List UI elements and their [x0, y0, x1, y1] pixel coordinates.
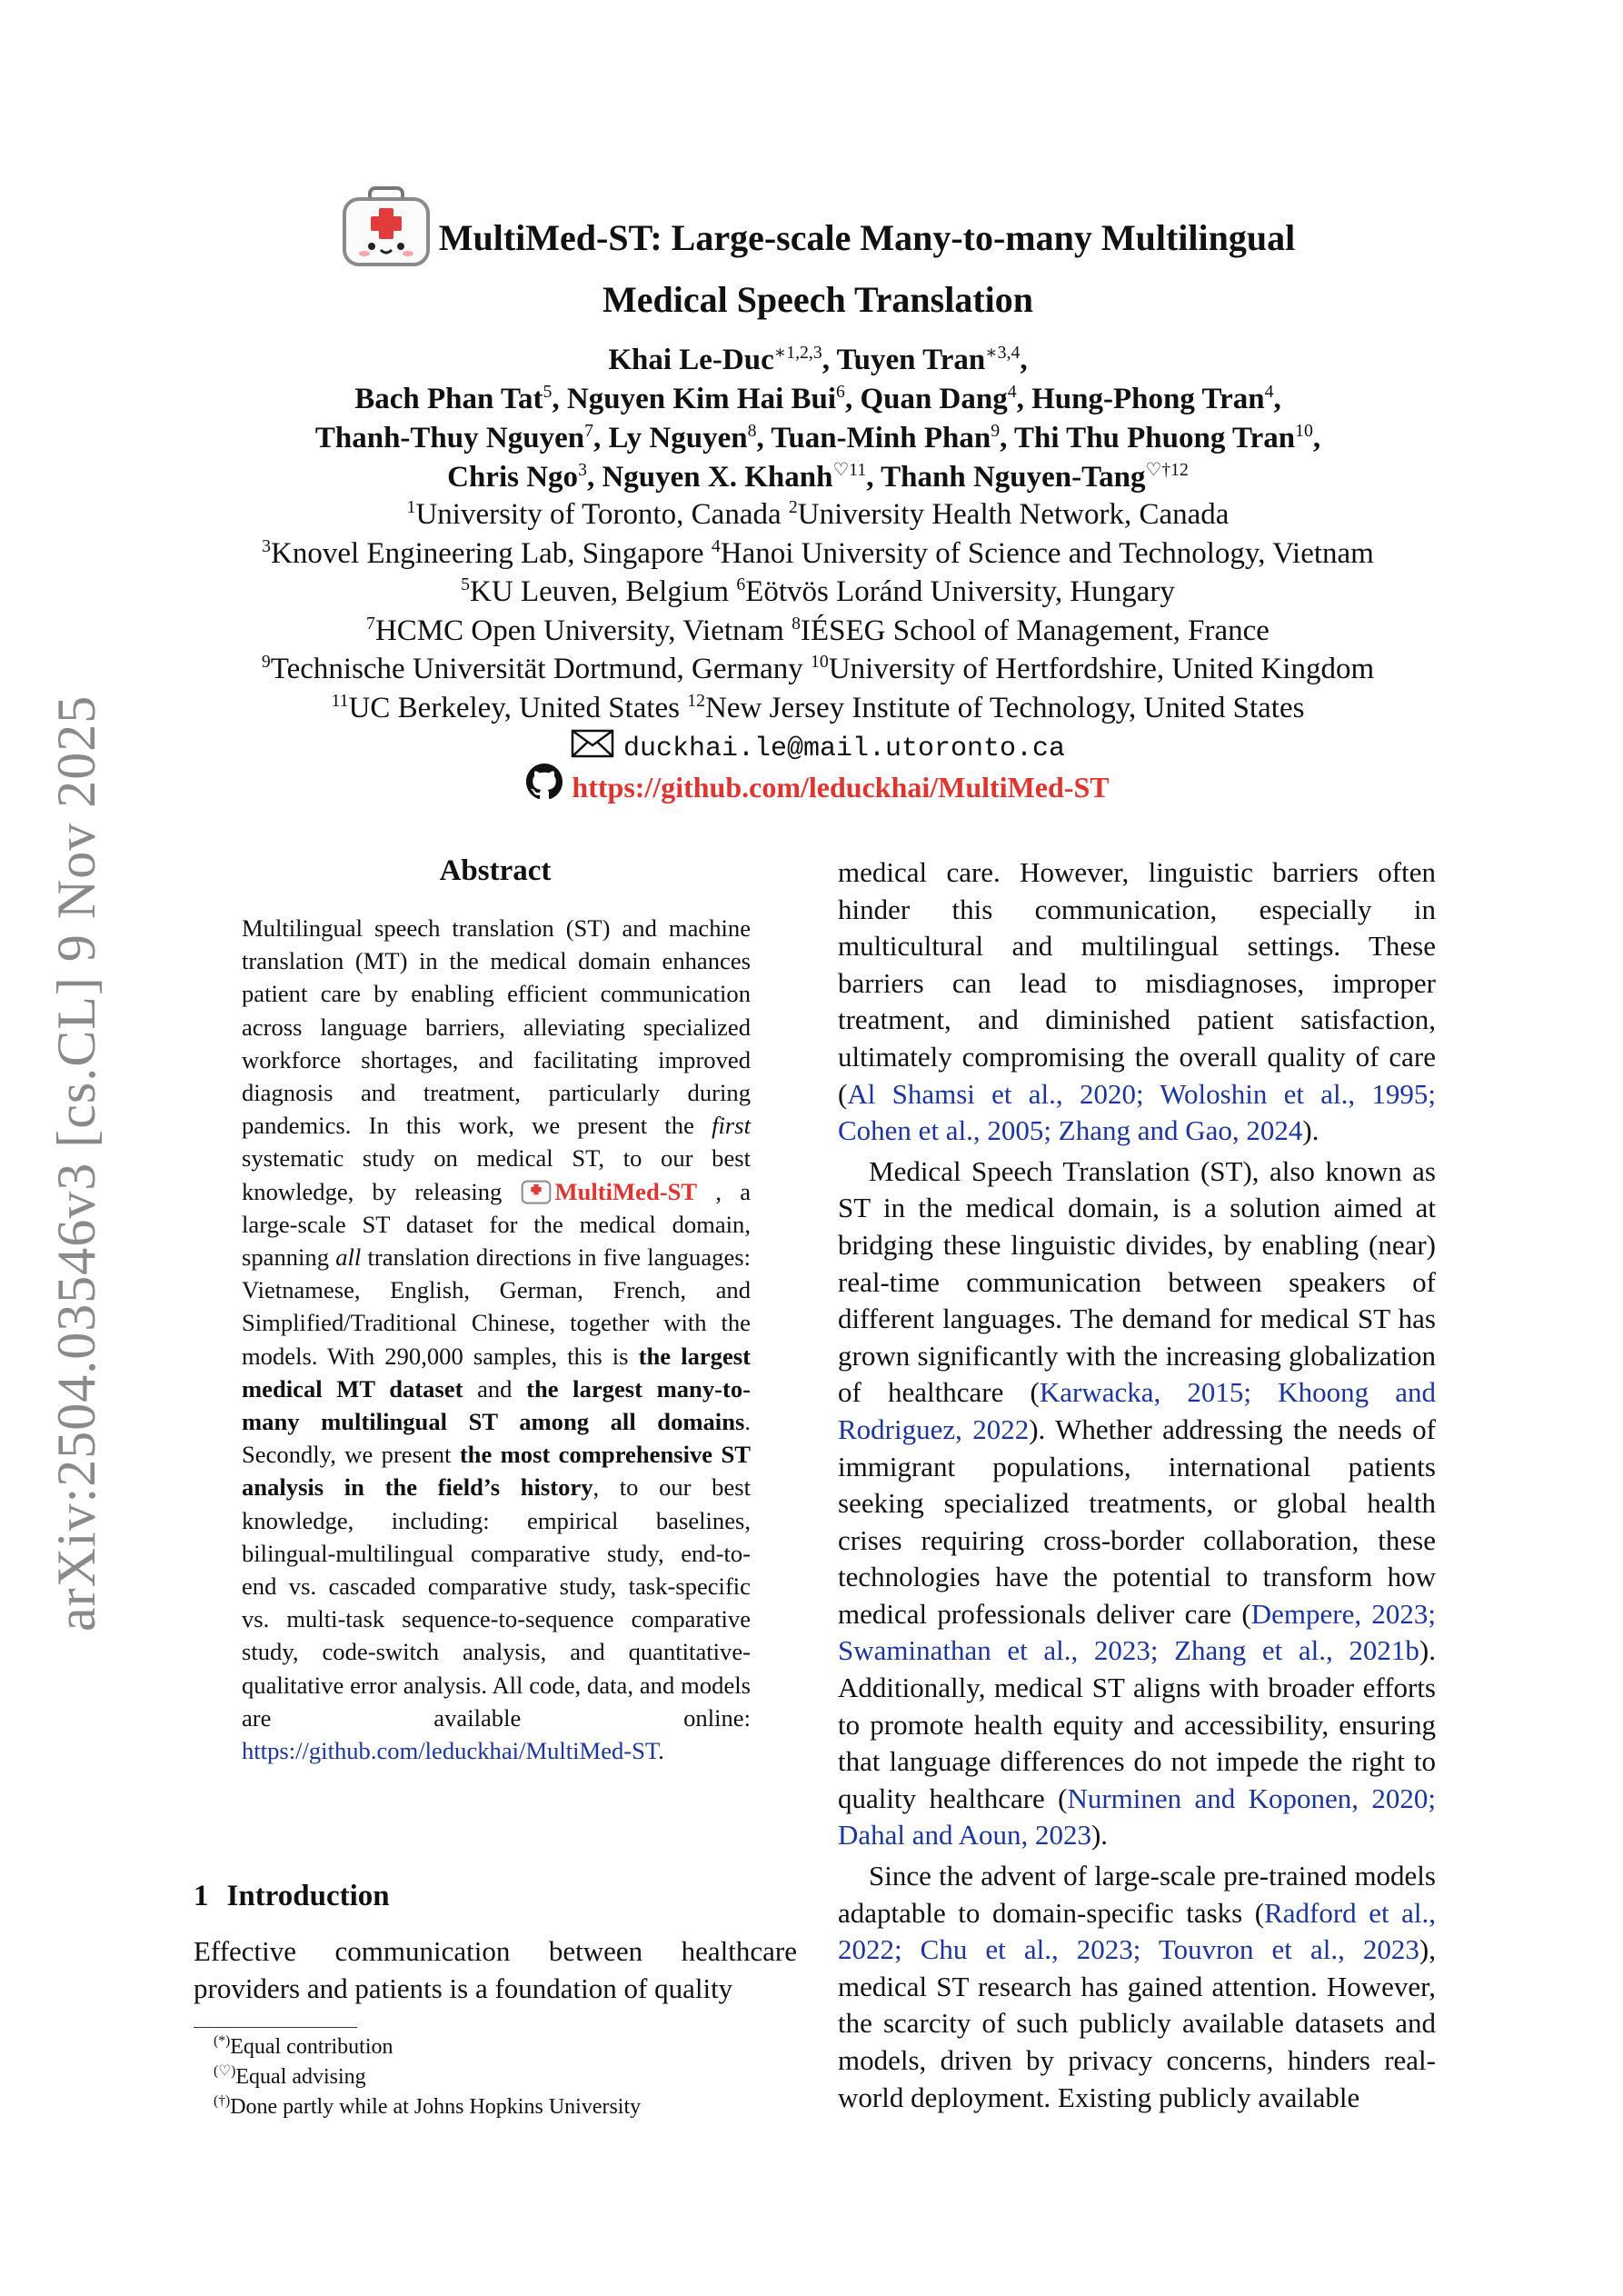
intro-paragraph-2: Medical Speech Translation (ST), also known as ST in the medical domain, is a solution aimed at bridging these linguistic divides, by enabling (near) real-time communication between speakers of different languages. The demand for medical ST has grown significantly with the increasing globalization of healthcare (Karwacka, 2015; Khoong and Rodriguez, 2022). Whether addressing the needs of immigrant populations, international patients seeking specialized treatments, or global health crises requiring cross-border collaboration, these technologies have the potential to transform how medical professionals deliver care (Dempere, 2023; Swaminathan et al., 2023; Zhang et al., 2021b). Additionally, medical ST aligns with broader efforts to promote health equity and accessibility, ensuring that language differences do not impede the right to quality healthcare (Nurminen and Koponen, 2020; Dahal and Aoun, 2023).	[838, 1154, 1436, 1852]
author-separator: ,	[1312, 422, 1321, 454]
author-affiliation-marker: 4	[1007, 382, 1017, 402]
medkit-logo-icon	[341, 186, 432, 278]
affiliation-number: 1	[406, 497, 416, 517]
affiliation-line	[164, 612, 1472, 651]
author-name: Khai Le-Duc	[608, 344, 774, 376]
github-row	[164, 768, 1472, 806]
github-repo-link[interactable]: https://github.com/leduckhai/MultiMed-ST	[572, 771, 1110, 804]
footnote-divider	[194, 2027, 357, 2028]
footnote-text: Equal advising	[235, 2065, 366, 2089]
author-separator: ,	[844, 383, 861, 415]
author-separator: ,	[1016, 383, 1032, 415]
affiliation-line	[164, 573, 1472, 612]
author-name: Thi Thu Phuong Tran	[1014, 422, 1296, 454]
author-affiliation-marker: 10	[1295, 421, 1313, 441]
affiliation-text: Eötvös Loránd University, Hungary	[745, 575, 1175, 608]
author-separator: ,	[1020, 344, 1028, 376]
footnote-text: Equal contribution	[230, 2035, 393, 2059]
author-name: Hung-Phong Tran	[1031, 383, 1265, 415]
author-separator: ,	[866, 461, 881, 494]
affiliation-text: University of Toronto, Canada	[415, 498, 789, 531]
citation[interactable]: Radford et al., 2022; Chu et al., 2023; Touvron et al., 2023	[838, 1896, 1436, 1966]
affiliation-number: 3	[262, 535, 272, 556]
affiliation-line	[164, 650, 1472, 689]
contact-block	[164, 730, 1472, 806]
author-affiliation-marker: ♡11	[832, 460, 867, 480]
author-separator: ,	[1000, 422, 1014, 454]
affiliation-text: IÉSEG School of Management, France	[800, 614, 1270, 647]
right-column	[838, 854, 1436, 2116]
email-address[interactable]: duckhai.le@mail.utoronto.ca	[622, 734, 1066, 764]
author-name: Tuan-Minh Phan	[771, 422, 991, 454]
affiliation-list	[164, 495, 1472, 727]
section-heading-introduction: 1 Introduction	[194, 1880, 390, 1912]
citation[interactable]: Dempere, 2023; Swaminathan et al., 2023; Zhang et al., 2021b	[838, 1597, 1436, 1667]
affiliation-text: KU Leuven, Belgium	[470, 575, 737, 608]
author-line	[164, 380, 1472, 419]
author-name: Thanh-Thuy Nguyen	[314, 422, 585, 454]
email-row	[164, 730, 1472, 768]
author-separator: ,	[821, 344, 837, 376]
citation[interactable]: Nurminen and Koponen, 2020; Dahal and Aoun, 2023	[838, 1782, 1436, 1852]
inline-medkit-icon	[521, 1178, 555, 1205]
author-line	[164, 341, 1472, 380]
citation[interactable]: Karwacka, 2015; Khoong and Rodriguez, 2022	[838, 1376, 1436, 1445]
affiliation-text: New Jersey Institute of Technology, United States	[705, 691, 1305, 724]
author-name: Bach Phan Tat	[354, 383, 543, 415]
author-line	[164, 458, 1472, 497]
affiliation-number: 4	[711, 535, 721, 556]
author-affiliation-marker: ∗3,4	[985, 343, 1021, 363]
footnote	[214, 2062, 795, 2092]
affiliation-text: Hanoi University of Science and Technology, Vietnam	[720, 536, 1374, 570]
author-name: Nguyen Kim Hai Bui	[566, 383, 837, 415]
author-affiliation-marker: 6	[836, 382, 845, 402]
author-name: Quan Dang	[860, 383, 1008, 415]
introduction-text-left: Effective communication between healthcare providers and patients is a foundation of quality	[194, 1935, 797, 2004]
affiliation-number: 6	[736, 574, 746, 594]
affiliation-text: University Health Network, Canada	[797, 498, 1230, 531]
author-name: Nguyen X. Khanh	[602, 461, 833, 494]
author-separator: ,	[1273, 383, 1281, 415]
affiliation-number: 11	[331, 690, 349, 711]
envelope-icon	[571, 729, 614, 769]
abstract-heading: Abstract	[439, 854, 552, 887]
affiliation-text: UC Berkeley, United States	[348, 691, 688, 724]
author-affiliation-marker: 8	[747, 421, 757, 441]
abstract-repo-link[interactable]: https://github.com/leduckhai/MultiMed-ST	[242, 1737, 659, 1765]
footnote-mark: (†)	[214, 2093, 231, 2109]
affiliation-number: 10	[811, 652, 829, 672]
author-separator: ,	[586, 461, 602, 494]
affiliation-number: 12	[687, 690, 706, 711]
author-name: Tuyen Tran	[836, 344, 986, 376]
abstract-text: Multilingual speech translation (ST) and machine translation (MT) in the medical domain enhances patient care by enabling efficient communication across language barriers, alleviating specialized workforce shortages, and facilitating improved diagnosis and treatment, particularly during pandemics. In this work, we present the first systematic study on medical ST, to our best knowledge, by releasing MultiMed-ST , a large-scale ST dataset for the medical domain, spanning all translation directions in five languages: Vietnamese, English, German, French, and Simplified/Traditional Chinese, together with the models. With 290,000 samples, this is the largest medical MT dataset and the largest many-to-many multilingual ST among all domains. Secondly, we present the most comprehensive ST analysis in the field’s history, to our best knowledge, including: empirical baselines, bilingual-multilingual comparative study, end-to-end vs. cascaded comparative study, task-specific vs. multi-task sequence-to-sequence comparative study, code-switch analysis, and quantitative-qualitative error analysis. All code, data, and models are available online: https://github.com/leduckhai/MultiMed-ST.	[242, 914, 751, 1765]
affiliation-number: 7	[366, 613, 375, 634]
github-icon	[526, 764, 563, 811]
footnote-mark: (*)	[214, 2033, 231, 2049]
title-line-1: MultiMed-ST: Large-scale Many-to-many Multilingual	[438, 217, 1296, 258]
arxiv-identifier-stamp: arXiv:2504.03546v3 [cs.CL] 9 Nov 2025	[46, 694, 106, 1632]
author-name: Ly Nguyen	[608, 422, 748, 454]
author-line	[164, 419, 1472, 458]
affiliation-line	[164, 534, 1472, 574]
author-name: Chris Ngo	[447, 461, 579, 494]
title-line-2: Medical Speech Translation	[602, 279, 1034, 320]
footnote	[214, 2032, 795, 2062]
footnote-mark: (♡)	[214, 2063, 236, 2079]
footnotes	[214, 2032, 795, 2122]
affiliation-text: Knovel Engineering Lab, Singapore	[271, 536, 712, 570]
affiliation-text: University of Hertfordshire, United Kingdom	[828, 653, 1375, 685]
author-name: Thanh Nguyen-Tang	[881, 461, 1146, 494]
author-affiliation-marker: 9	[991, 421, 1001, 441]
citation[interactable]: Al Shamsi et al., 2020; Woloshin et al., 1995; Cohen et al., 2005; Zhang and Gao, 2024	[838, 1077, 1436, 1147]
title-block	[164, 186, 1472, 322]
affiliation-line	[164, 495, 1472, 534]
intro-paragraph-1: medical care. However, linguistic barriers often hinder this communication, especially in multicultural and multilingual settings. These barriers can lead to misdiagnoses, improper treatment, and diminished patient satisfaction, ultimately compromising the overall quality of care (Al Shamsi et al., 2020; Woloshin et al., 1995; Cohen et al., 2005; Zhang and Gao, 2024).	[838, 856, 1436, 1147]
affiliation-number: 2	[788, 497, 798, 517]
dataset-name: MultiMed-ST	[554, 1177, 698, 1205]
footnote-text: Done partly while at Johns Hopkins University	[230, 2095, 642, 2119]
affiliation-number: 9	[261, 652, 271, 672]
affiliation-line	[164, 689, 1472, 728]
author-list	[164, 341, 1472, 497]
intro-paragraph-3: Since the advent of large-scale pre-trained models adaptable to domain-specific tasks (Radford et al., 2022; Chu et al., 2023; Touvron et al., 2023), medical ST research has gained attention. However, the scarcity of such publicly available datasets and models, driven by privacy concerns, hinders real-world deployment. Existing publicly available	[838, 1860, 1436, 2113]
author-separator: ,	[592, 422, 609, 454]
author-affiliation-marker: ♡†12	[1145, 460, 1189, 480]
author-affiliation-marker: 4	[1264, 382, 1274, 402]
author-affiliation-marker: 3	[578, 460, 587, 480]
author-affiliation-marker: 5	[543, 382, 553, 402]
author-separator: ,	[552, 383, 567, 415]
paper-title	[164, 186, 1472, 322]
footnote	[214, 2092, 795, 2122]
affiliation-number: 8	[792, 613, 801, 634]
affiliation-text: Technische Universität Dortmund, Germany	[270, 653, 812, 685]
affiliation-number: 5	[461, 574, 471, 594]
affiliation-text: HCMC Open University, Vietnam	[374, 614, 792, 647]
author-affiliation-marker: 7	[584, 421, 593, 441]
left-column	[194, 854, 797, 1767]
author-separator: ,	[756, 422, 772, 454]
author-affiliation-marker: ∗1,2,3	[773, 343, 822, 363]
